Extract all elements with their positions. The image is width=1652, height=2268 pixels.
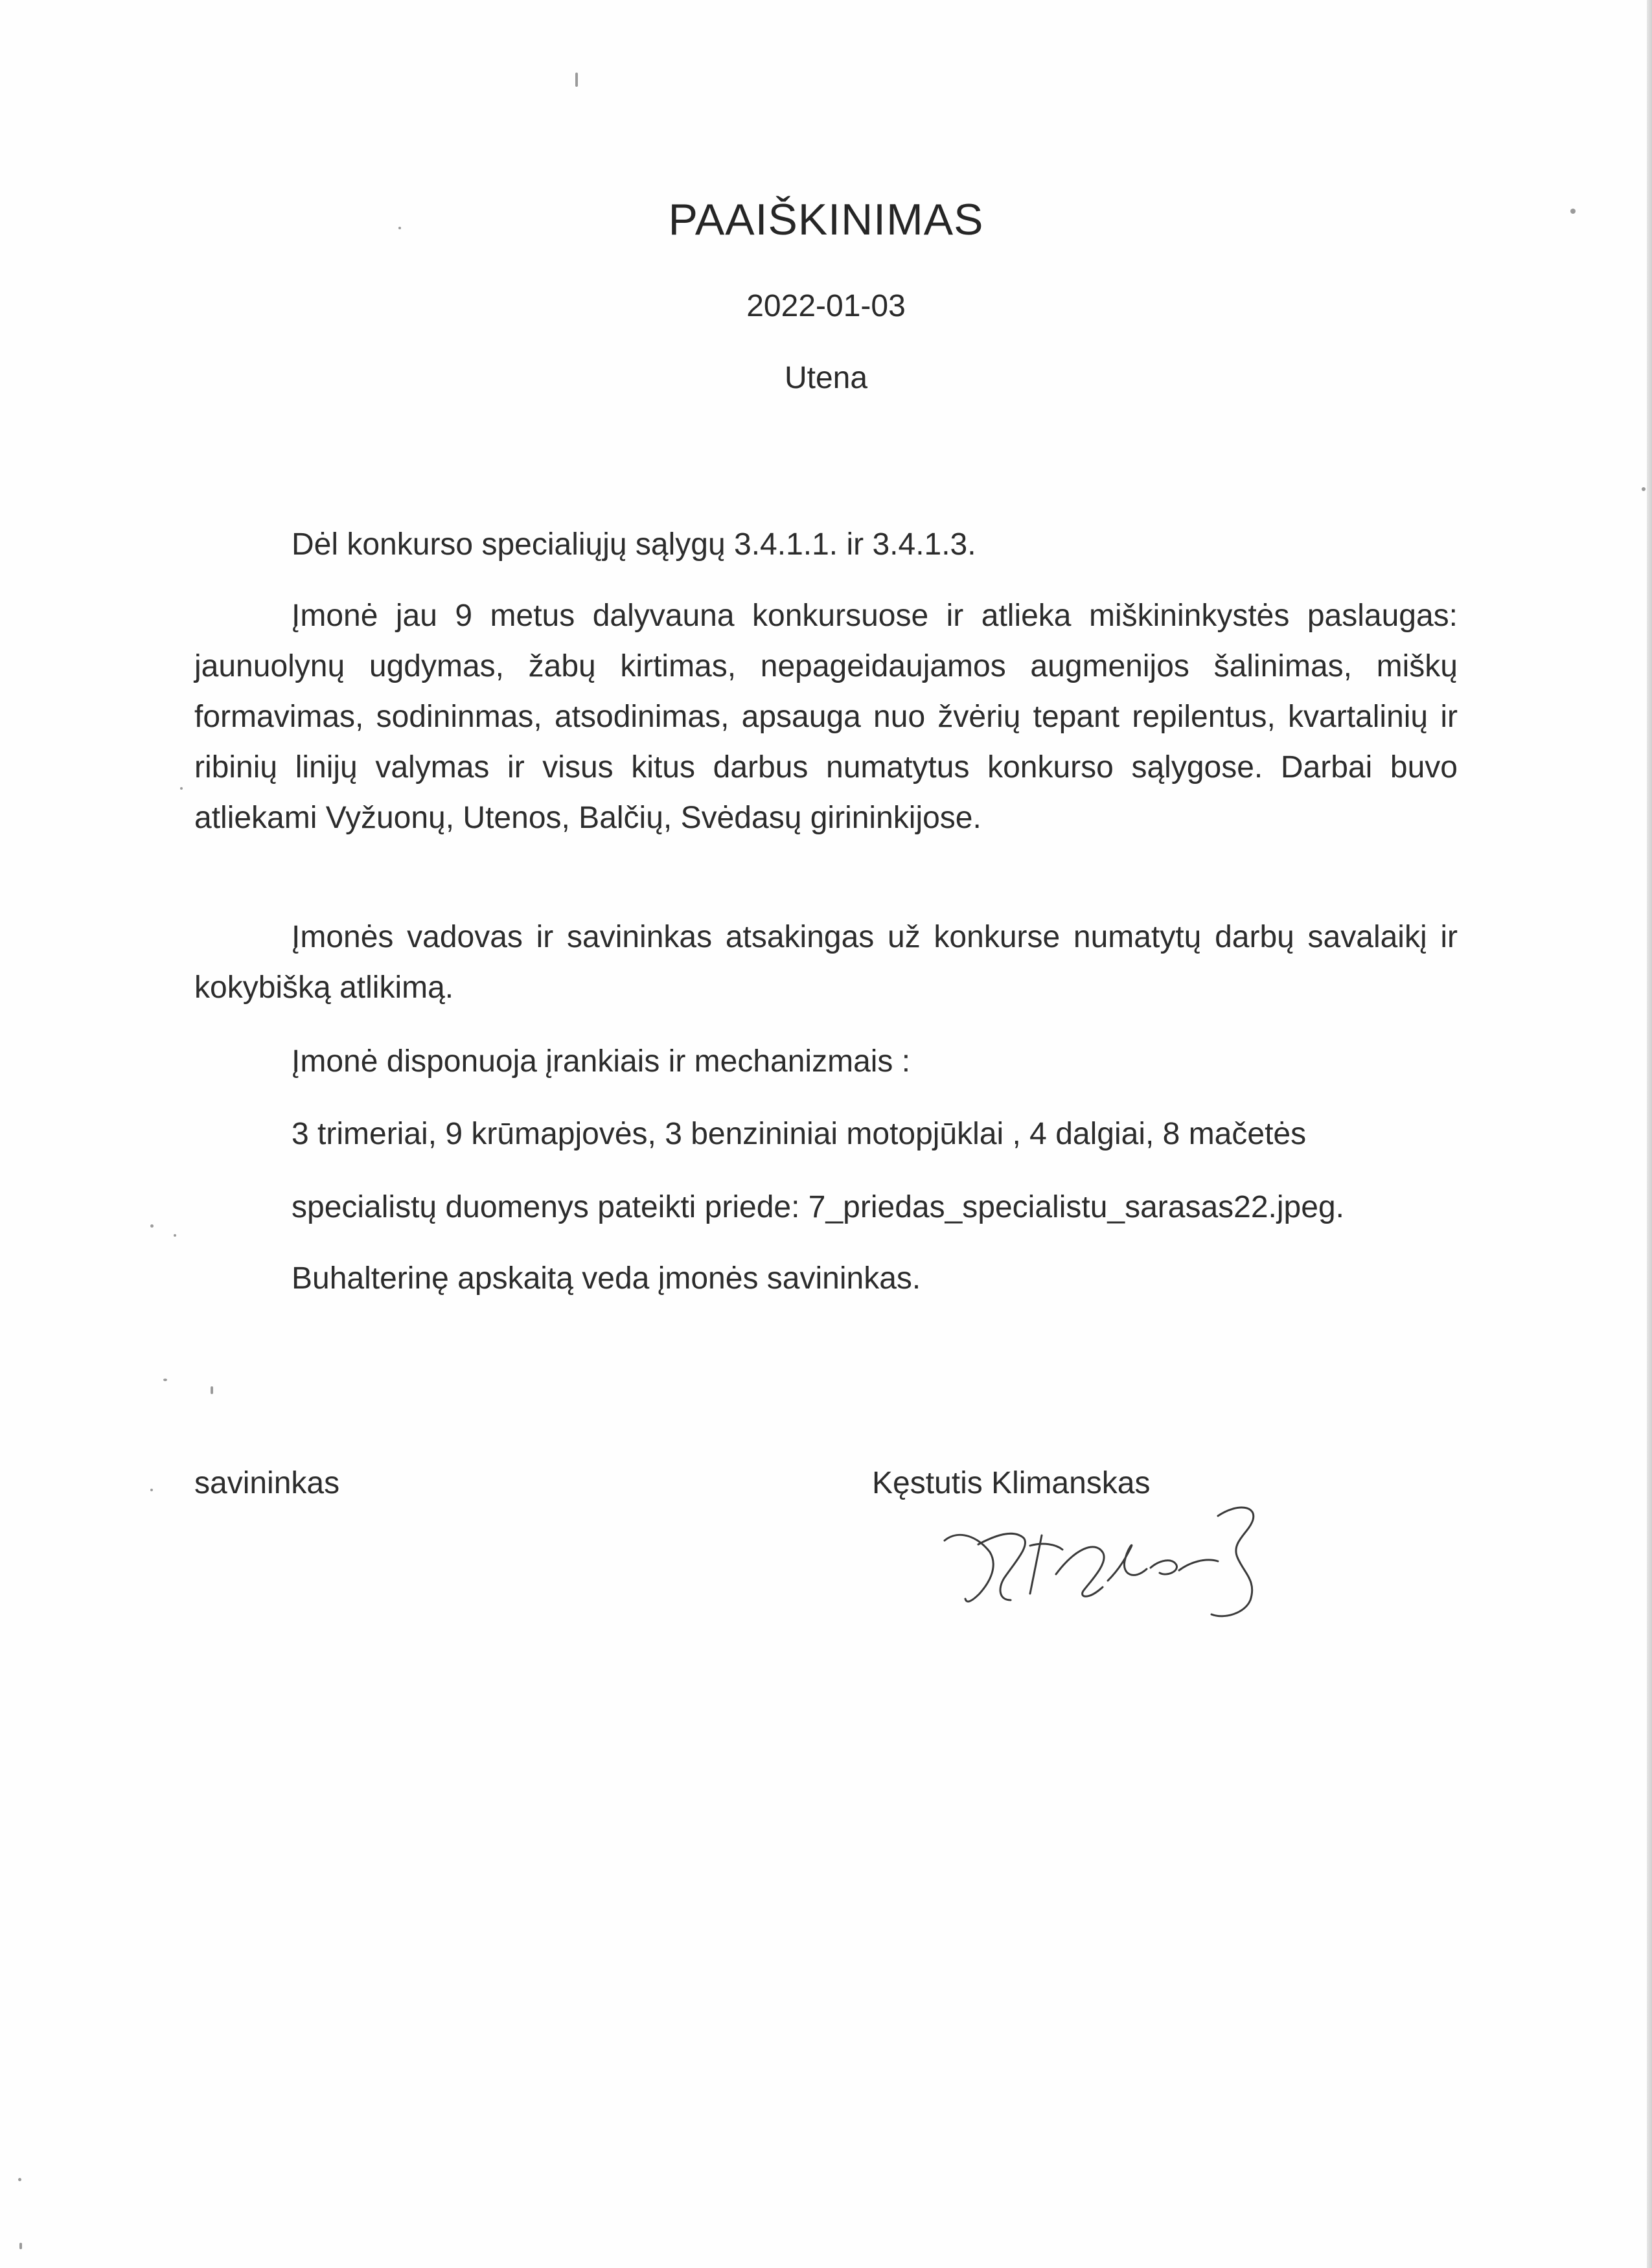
scan-speck	[19, 2243, 22, 2249]
scan-speck	[180, 787, 183, 790]
scan-speck	[18, 2178, 21, 2181]
tools-intro-line: Įmonė disponuoja įrankiais ir mechanizmais :	[292, 1044, 911, 1079]
document-place: Utena	[784, 361, 868, 395]
scan-speck	[163, 1379, 167, 1381]
intro-paragraph: Įmonė jau 9 metus dalyvauna konkursuose ir atlieka miškininkystės paslaugas: jaunuolynų ugdymas, žabų kirtimas, nepageidaujamos augmenijos šalinimas, miškų formavimas, sodininmas, atsodinimas, apsauga nuo žvėrių tepant repilentus, kvartalinių ir ribinių linijų valymas ir visus kitus darbus numatytus konkurso sąlygose. Darbai buvo atliekami Vyžuonų, Utenos, Balčių, Svėdasų girininkijose.	[194, 599, 1458, 835]
scan-speck	[575, 73, 578, 87]
document-date: 2022-01-03	[746, 289, 906, 323]
owner-responsibility-paragraph: Įmonės vadovas ir savininkas atsakingas už konkurse numatytų darbų savalaikį ir kokybišką atlikimą.	[194, 920, 1458, 1005]
subject-line: Dėl konkurso specialiųjų sąlygų 3.4.1.1. ir 3.4.1.3.	[292, 527, 976, 562]
scan-speck	[150, 1489, 153, 1491]
scan-speck	[211, 1386, 213, 1394]
specialists-line: specialistų duomenys pateikti priede: 7_priedas_specialistu_sarasas22.jpeg.	[292, 1190, 1344, 1224]
signatory-name: Kęstutis Klimanskas	[872, 1466, 1151, 1500]
document-title: PAAIŠKINIMAS	[668, 195, 984, 244]
scan-speck	[150, 1224, 154, 1228]
scan-speck	[1642, 487, 1646, 491]
signatory-role: savininkas	[194, 1466, 340, 1500]
handwritten-signature	[933, 1490, 1296, 1632]
scan-speck	[174, 1234, 176, 1237]
scan-edge	[1647, 0, 1652, 2268]
tools-list-line: 3 trimeriai, 9 krūmapjovės, 3 benzininiai motopjūklai , 4 dalgiai, 8 mačetės	[292, 1117, 1307, 1151]
bookkeeping-line: Buhalterinę apskaitą veda įmonės savininkas.	[292, 1261, 921, 1296]
